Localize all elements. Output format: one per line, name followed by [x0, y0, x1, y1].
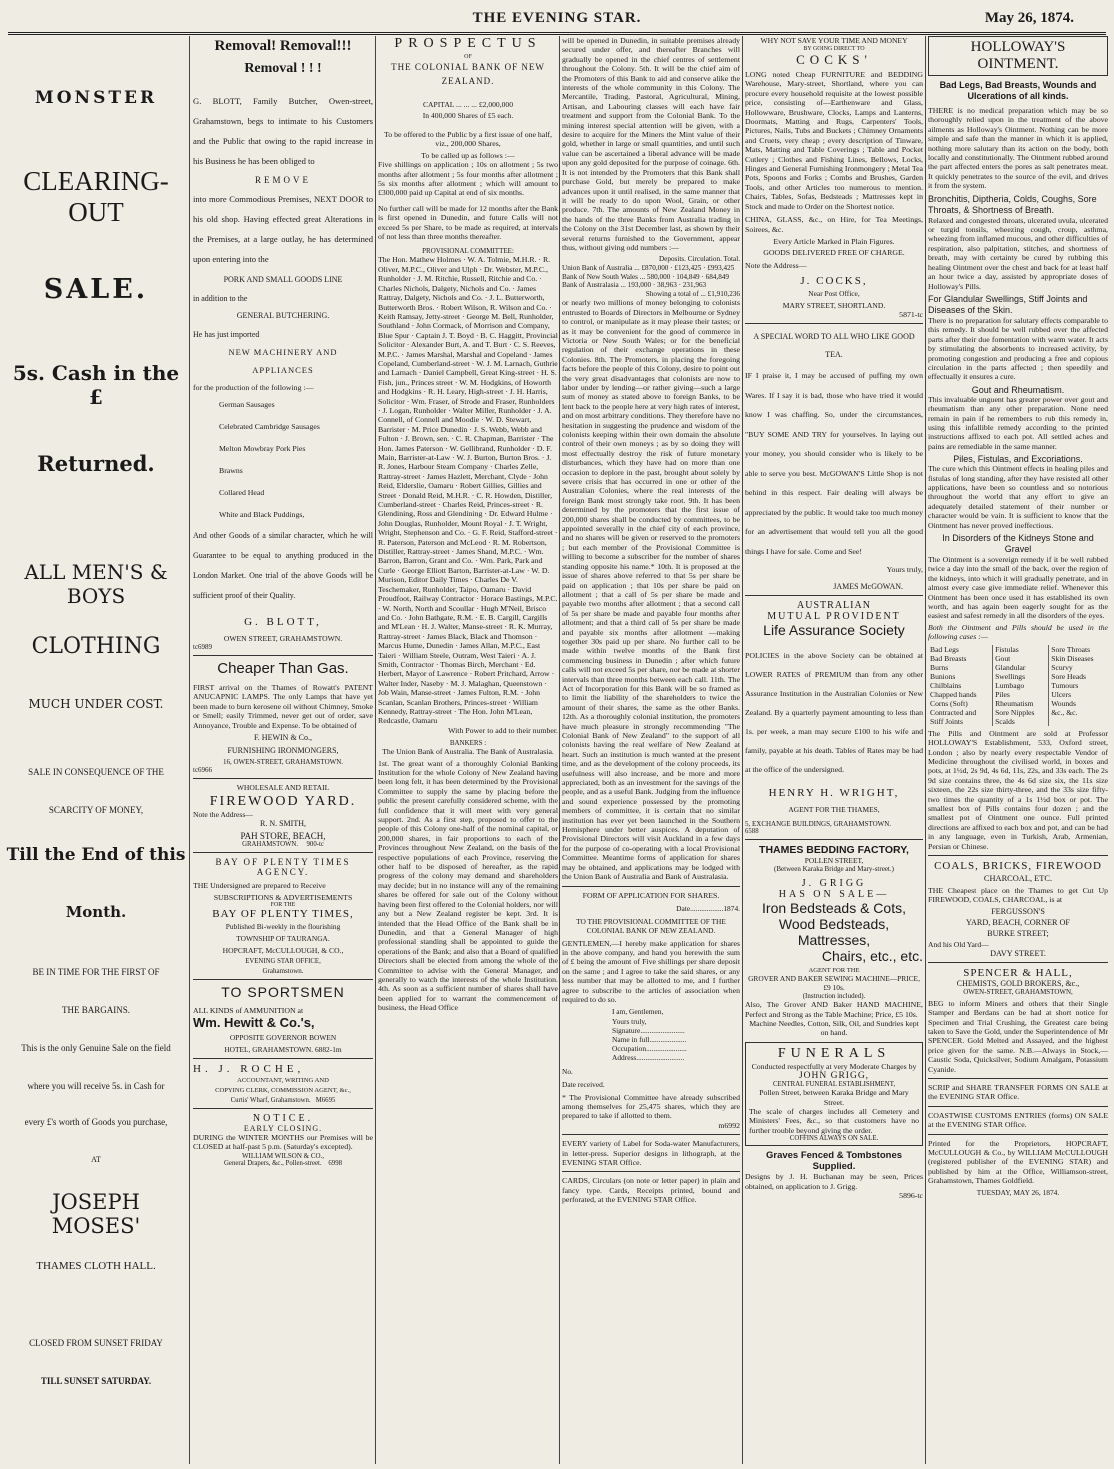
table-row: [928, 663, 1108, 672]
case-cell: Sore Heads: [1049, 672, 1108, 681]
case-cell: Scurvy: [1049, 663, 1108, 672]
bedding-between: (Between Karaka Bridge and Mary-street.): [774, 865, 894, 874]
moses-heading: JOSEPH MOSES': [51, 1190, 141, 1238]
grigg-instr: (Instruction included).: [802, 992, 866, 1001]
prospectus-heading: PROSPECTUS: [394, 36, 542, 51]
tea-yours: Yours truly,: [886, 565, 923, 575]
case-cell: Chapped hands: [930, 689, 977, 699]
spencer-street: OWEN-STREET, GRAHAMSTOWN,: [963, 987, 1073, 996]
case-cell: Burns: [930, 662, 949, 672]
blott-guarantee: And other Goods of a similar character, which he will Guarantee to be equal to anything produced in the London Market. One trial of the above Goods will be sufficient proof of their Quality.: [193, 531, 373, 600]
holloway-body-6: The Ointment is a sovereign remedy if it be well rubbed twice a day into the small of the back, over the region of the kidneys, into which it will gradually penetrate, and in almost every case give immediate relief. Whenever this Ointment has been once used it has established its own worth, and has again been eagerly sought for as the easiest and safest remedy in all the disorders of the eyes.: [928, 555, 1108, 621]
figures-row: Bank of New South Wales ... 580,000 · 104,849 · 684,849: [562, 272, 729, 281]
hewitt-name: Wm. Hewitt & Co.'s,: [193, 1015, 315, 1031]
prospectus-of: OF: [464, 54, 472, 60]
prospectus-body-continued: will be opened in Dunedin, in suitable premises already secured under offer, and thereafter Branches will gradually be opened in the chief centres of settlement throughout the Colony. 5th. It will be the chief aim of the Promoters of this Bank to aid and conserve alike the interests of the whole community in this Colony. The Mercantile, Trading, Pastoral, Agricultural, Mining, Artisan, and Labouring classes will each have fair treatment and support from the Colonial Bank. To the mining interest special attention will be given, with a desire to acquire for the Miners the Mint value of their gold, whether in large or small quantities, and until such value can be ascertained a liberal advance will be made upon any gold deposited for the purpose of coinage. 6th. It is not intended by the Promoters that this Bank shall purchase Gold, but merely be prepared to make advances upon it until realised, in the same manner that it will be ready to do upon Wool, Grain, or other produce. 7th. The amounts of New Zealand Money in the hands of the three Banks from Australia trading in the Colony on the 31st December last, as shown by their several returns furnished to the Government, appear thus, without giving odd numbers :—: [562, 36, 740, 252]
cocks-near: Near Post Office,: [808, 288, 860, 298]
grigg-has-on-sale: HAS ON SALE—: [778, 889, 890, 901]
scarcity-line: SCARCITY OF MONEY,: [48, 805, 144, 815]
case-cell: [1049, 717, 1108, 726]
roche-copying: COPYING CLERK, COMMISSION AGENT, &c.,: [215, 1087, 351, 1095]
clothing-heading-2: CLOTHING: [31, 634, 161, 659]
case-cell: Piles: [993, 690, 1049, 699]
funerals-scale: The scale of charges includes all Cemetery and Ministers' Fees, &c., so that customers have no further trouble beyond giving the order.: [749, 1106, 919, 1135]
grigg-wood: Wood Bedsteads,: [778, 916, 890, 933]
case-cell: Scalds: [993, 717, 1049, 726]
divider: [193, 655, 373, 656]
bop-tauranga: TOWNSHIP OF TAURANGA.: [236, 934, 330, 944]
month-line: Month.: [65, 903, 127, 921]
cocks-direct: BY GOING DIRECT TO: [803, 46, 865, 52]
divider: [745, 323, 923, 324]
goods-item: Melton Mowbray Pork Pies: [219, 444, 306, 453]
newspaper-title: THE EVENING STAR.: [472, 10, 642, 26]
form-heading: FORM OF APPLICATION FOR SHARES.: [582, 890, 720, 900]
removal-heading: Removal! Removal!!!: [214, 38, 352, 54]
amp-heading-2: MUTUAL PROVIDENT: [767, 611, 901, 623]
holloway-heading: HOLLOWAY'S OINTMENT.: [928, 36, 1108, 76]
cocks-heading: COCKS': [796, 52, 872, 67]
case-cell: Bad Breasts: [930, 653, 967, 663]
butchering-line: GENERAL BUTCHERING.: [236, 311, 330, 320]
holloway-glandular: For Glandular Swellings, Stiff Joints and Diseases of the Skin.: [928, 293, 1088, 315]
roche-address: Curtis' Wharf, Grahamstown. M6695: [230, 1097, 336, 1105]
note-line: Note the Address—: [193, 810, 253, 820]
till-line: Till the End of this: [6, 845, 186, 865]
sportsmen-heading: TO SPORTSMEN: [221, 984, 345, 1001]
committee-members: The Hon. Mathew Holmes · W. A. Tolmie, M.H.R. · R. Oliver, M.P.C., Oliver and Ulph · Dr. Webster, M.P.C., Runholder · J. M. Ritchie, Russell, Ritchie and Co. · Charles Nichols, Dalgety, Nichols and Co. · James Rattray, Dalgety, Nichols and Co. · J. L. Butterworth, Butterworth Bros. · Robert Wilson, R. Wilson and Co. · Keith Ramsay, Jetty-street · George M. Bell, Runholder, Southland · John Cormack, of Morrison and Company, Blue Spur · Captain J. T. Boyd · B. C. Haggitt, Provincial Solicitor · Alexander Burt, A. and T. Burt · C. S. Reeves, M.P.C. · James Marshal, Marshal and Copeland · James Copeland, Cumberland-street · W. J. M. Larnach, Guthrie and Larnach · Daniel Campbell, Great King-street · H. S. Fish, jun., Princes street · W. M. Hodgkins, of Howorth and Hodgkins · R. H. Leary, High-street · J. H. Harris, Solicitor · Wm. Fraser, of Strode and Fraser, Runholders · J. Logan, Runholder · Walter Miller, Runholder · J. A. Connell, of Connell and Moodie · W. D. Stewart, Barrister · M. Price Dunedin · J. S. Webb, Webb and Fulton · J. Brown, sen. · C. R. Chapman, Barrister · The Hon. James Paterson · W. Gellibrand, Runholder · D. F. Main, Barrister-at-Law · W. J. Burton, Burton Bros. · J. R. Jones, Harbour Steam Company · Charles Zelle, Rattray-street · James Hazlett, Merchant, Clyde · John Reid, Elderslie, Oamaru · Robert Gillies, Gillies and Street · Donald Reid, M.H.R. · C. R. Howden, Distiller, Cumberland-street · Charles Reid, Princes-street · R. Glendining, Ross and Glendining · Dr. Edward Hulme · John Douglas, Runholder, Mount Royal · J. T. Wright, Wright, Stephenson and Co. · G. F. Reid, Stafford-street · R. Paterson, Paterson and McLeod · R. M. Robertson, Distiller, Rattray-street · James Shand, M.P.C. · Wm. Barron, Barron, Grant and Co. · Wm. Park, Park and Curle · George Elliott Barton, Barrister-at-Law · W. D. Murison, Editor Daily Times · Charles De V. Teschemaker, Runholder, Taipo, Oamaru · David Proudfoot, Railway Contractor · Horace Bastings, M.P.C. · W. North, North and Scoullar · Hugh M'Neil, Brisco and Co. · John Bathgate, R.M. · E. B. Cargill, Cargills and M'Lean · H. J. Walter, Manse-street · R. K. Murray, Rattray-street · James Black, Black and Thomson · Marcus Hume, Dunedin · James Allan, M.P.C., East Taieri · William Steele, Outram, West Taieri · A. J. Smith, Contractor · Thomas Birch, Merchant · Ed. Herbert, Mayor of Lawrence · Robert Pritchard, Arrow · Walter Inder, Naseby · M. J. Malaghan, Queenstown · Job Wain, Manse-street · James Fulton, R.M. · John Scanlan, Scanlan Brothers, Princes-street · William Kennedy, Rattray-street · The Hon. John M'Lean, Redcastle, Oamaru: [378, 255, 558, 726]
goods-item: Celebrated Cambridge Sausages: [219, 422, 320, 431]
coals-old-yard: And his Old Yard—: [928, 939, 989, 949]
form-sign-line: Name in full....................: [612, 1034, 687, 1044]
roche-trade: ACCOUNTANT, WRITING AND: [237, 1077, 329, 1085]
bargains-line: THE BARGAINS.: [61, 1005, 130, 1015]
table-row: [928, 672, 1108, 681]
coals-yard: YARD, BEACH, CORNER OF: [966, 917, 1070, 927]
table-row: [928, 717, 1108, 726]
case-cell: Contracted and: [930, 707, 977, 717]
table-row: [928, 645, 1108, 654]
wright-ref: 6588: [745, 828, 759, 836]
pah-store: PAH STORE, BEACH,: [240, 831, 326, 842]
bop-times: BAY OF PLENTY TIMES,: [212, 908, 354, 921]
bop-heading: BAY OF PLENTY TIMES: [215, 857, 351, 868]
imprint: Printed for the Proprietors, HOPCRAFT, McCULLOUGH & Co., by WILLIAM McCULLOUGH (registered publisher of the EVENING STAR) and published by him at the Office, Williamson-street, Grahamstown, Thames Goldfield.: [928, 1138, 1108, 1186]
blott-ref: tc6989: [193, 643, 213, 651]
addition-line: in addition to the: [193, 294, 248, 303]
bop-published: Published Bi-weekly in the flourishing: [225, 922, 341, 932]
cocks-china: CHINA, GLASS, &c., on Hire, for Tea Meetings, Soirees, &c.: [745, 215, 923, 234]
spencer-body: BEG to inform Miners and others that their Single Stamper and Berdans can be had at short notice for Specimen and Trial Crushing, the Greatest care being taken to Save the Gold, under the Superintendence of Mr SPENCER. Gold Melted and Assayed, and the highest price given for the same. N.B.—Always in Stock,—Caustic Soda, Quicksilver, Sodium Amalgam, Potassium Cyanide.: [928, 998, 1108, 1074]
form-body: GENTLEMEN,—I hereby make application for shares in the above company, and hand you herewith the sum of £ being the amount of Five shillings per share deposit on the same ; and I agree to take the said shares, or any less number that may be allotted to me, and I further agree to subscribe to the articles of association when required to do so.: [562, 938, 740, 1004]
form-date: Date..................1874.: [676, 903, 740, 913]
bop-office: EVENING STAR OFFICE,: [245, 958, 321, 966]
purchase-line: every £'s worth of Goods you purchase,: [24, 1117, 168, 1127]
case-cell: Lumbago: [993, 681, 1049, 690]
spencer-heading: SPENCER & HALL,: [963, 966, 1073, 979]
closed-line: CLOSED FROM SUNSET FRIDAY: [29, 1338, 163, 1348]
gas-body: FIRST arrival on the Thames of Rowatt's PATENT ANUCAPNIC LAMPS. The only Lamps that have yet been made to burn kerosene oil without Chimney, Smoke or Smell; easily Trimmed, never get out of order, save Annoyance, Trouble and Expense. To be obtained of: [193, 683, 373, 730]
hewitt-hotel: HOTEL, GRAHAMSTOWN. 6882-1m: [224, 1045, 342, 1055]
coals-heading: COALS, BRICKS, FIREWOOD: [934, 859, 1102, 872]
holloway-badlegs: Bad Legs, Bad Breasts, Wounds and Ulcerations of all kinds.: [939, 80, 1097, 101]
clothing-heading-1: ALL MEN'S & BOYS: [24, 560, 168, 608]
divider: [562, 886, 740, 887]
scrip-ad: SCRIP and SHARE TRANSFER FORMS ON SALE at the EVENING STAR Office.: [928, 1083, 1108, 1102]
holloway-kidneys: In Disorders of the Kidneys Stone and Gravel: [942, 533, 1094, 555]
funerals-box: [745, 1042, 923, 1146]
column-divider: [742, 36, 743, 1464]
pork-line: PORK AND SMALL GOODS LINE: [223, 275, 343, 284]
tea-heading: A SPECIAL WORD TO ALL WHO LIKE GOOD TEA.: [753, 332, 915, 360]
holloway-cases-table: [928, 645, 1108, 726]
grigg-name: J. GRIGG: [801, 878, 867, 890]
cocks-body: LONG noted Cheap FURNITURE and BEDDING Warehouse, Mary-street, Shortland, where you can procure every household requisite at the lowest possible price, consisting of—Earthenware and Glass, Hollowware, Brushware, Clocks, Lamps and Lanterns, Doormats, Matting and Rugs, Carpenters' Tools, Pictures, Nails, Tubs and Buckets ; Chimney Ornaments and Cruets, very cheap ; every description of Tinware, Mats, Matting and Table Coverings ; Table and Pocket Cutlery ; Clothes and Fishing Lines, Bellows, Locks, Hinges and General Furnishing Ironmongery ; Metal Tea Pots, Spoons and Forks ; Combs and Brushes, Garden Tools, and other Articles too numerous to mention. Chairs, Tables, Sofas, Bedsteads ; Mattresses kept in Stock and made to Order on the Shortest notice.: [745, 70, 923, 211]
coals-charcoal: CHARCOAL, ETC.: [983, 873, 1053, 883]
bop-hopcraft: HOPCRAFT, McCULLOUGH, & CO.,: [222, 946, 344, 956]
case-cell: Bad Legs: [930, 644, 959, 654]
blott-signature: G. BLOTT,: [244, 616, 322, 628]
notice-heading: NOTICE.: [252, 1113, 314, 1125]
divider: [562, 1171, 740, 1172]
machinery-line: NEW MACHINERY AND: [228, 347, 338, 357]
column-prospectus: [378, 36, 558, 1466]
cash-heading: 5s. Cash in the £: [12, 361, 180, 409]
calls-body: Five shillings on application ; 10s on allotment ; 5s two months after allotment ; 5s four months after allotment ; 5s six months after allotment ; which will amount to £300,000 paid up Capital at end of six months.: [378, 160, 558, 198]
divider: [745, 839, 923, 840]
holloway-body-3: There is no preparation for salutary effects comparable to this remedy. It should be well rubbed over the affected parts after their due fomentation with warm water. It acts by stimulating the absorbents to increased activity, by promoting congestion and producing a free and copious circulation in the parts affected ; then speedily and effectually it ensures a cure.: [928, 315, 1108, 382]
appliances-line: APPLIANCES: [252, 365, 314, 375]
case-cell: Stiff Joints: [930, 716, 963, 726]
bop-body: THE Undersigned are prepared to Receive: [193, 881, 326, 891]
coals-davy: DAVY STREET.: [990, 948, 1046, 958]
divider: [193, 852, 373, 853]
goods-item: German Sausages: [219, 400, 275, 409]
cocks-ref: 5871-tc: [899, 309, 923, 319]
cocks-delivered: GOODS DELIVERED FREE OF CHARGE.: [763, 248, 905, 258]
hewin-name: F. HEWIN & Co.,: [253, 733, 313, 743]
tea-signature: JAMES McGOWAN.: [833, 582, 903, 592]
case-cell: Rheumatism: [993, 699, 1049, 708]
holloway-body-5: The cure which this Ointment effects in healing piles and fistulas of long standing, after they have resisted all other applications, have been so countless and so notorious throughout the world that any effort to give an adequately detailed statement of their number or character would be vain. It is sufficient to know that the Ointment has never proved ineffectious.: [928, 464, 1108, 530]
column-traders: [745, 36, 923, 1466]
table-row: [928, 708, 1108, 717]
prospectus-body: 1st. The great want of a thoroughly Colonial Banking Institution for the whole Colony of New Zealand having been long felt, it has been determined by the Provisional Committee to supply the same by placing before the public the present carefully considered scheme, with the full confidence that it will meet with very general support. 2nd. As a first step, proposed to offer to the people of this Colony one-half of the nominal capital, or 200,000 shares, in fair proportions to each of the Provinces throughout New Zealand, on the basis of the respective populations of each Province, reserving the other half to be disposed of hereafter, as the rapid progress of the colony may demand and shareholders may decide; but in no instance will any of the remaining shares be offered for sale out of the Colony without having been first offered to the Colonial holders, nor will any but a New Zealand register be kept. 3rd. It is intended that the Head Office of the Bank shall be in Dunedin, and that a General Manager of high professional standing shall be appointed to guide the operations of the Bank; and also that a Board of qualified Directors shall be elected from among the whole of the Committee to advise with the General Manager, and generally to watch the interests of the whole Institution. 4th. As soon as a sufficient number of shares shall have been applied for to warrant the commencement of business, the Head Office: [378, 758, 558, 1013]
wright-agent: AGENT FOR THE THAMES,: [788, 805, 880, 815]
case-cell: Corns (Soft): [930, 698, 968, 708]
grigg-agent: AGENT FOR THE: [808, 967, 860, 975]
sunset-line: TILL SUNSET SATURDAY.: [40, 1376, 152, 1386]
blott-body: G. BLOTT, Family Butcher, Owen-street, Grahamstown, begs to intimate to his Customers and the Public that owing to the rapid increase in his Business he has been obliged to: [193, 96, 373, 166]
divider: [562, 1134, 740, 1135]
tea-body: IF I praise it, I may be accused of puffing my own Wares. If I say it is bad, those who have tried it would know I was chaffing. So, under the circumstances, "BUY SOME AND TRY for yourselves. In laying out your money, you should consider who is likely to be able to serve you best. McGOWAN'S Little Shop is not behind in this respect. Fair dealing will always be appreciated by the public. It would take too much money for an advertisement that would tell you all the good things I have for sale. Come and See!: [745, 371, 923, 556]
table-row: [928, 681, 1108, 690]
smith-name: R. N. SMITH,: [259, 819, 306, 829]
table-row: [928, 699, 1108, 708]
column-advertisements: [193, 36, 373, 1466]
bedding-street: POLLEN STREET,: [804, 856, 864, 866]
form-ref: m6992: [718, 1120, 740, 1130]
goods-list: [193, 394, 373, 526]
case-cell: Sore Throats: [1049, 645, 1108, 654]
column-divider: [559, 36, 560, 1464]
hewin-trade: FURNISHING IRONMONGERS,: [227, 746, 339, 756]
graves-heading: Graves Fenced & Tombstones Supplied.: [765, 1150, 903, 1173]
gas-heading: Cheaper Than Gas.: [217, 660, 349, 677]
hewitt-opposite: OPPOSITE GOVERNOR BOWEN: [229, 1033, 337, 1043]
column-divider: [375, 36, 376, 1464]
divider: [928, 1106, 1108, 1107]
production-line: for the production of the following :—: [193, 383, 314, 392]
coals-body: THE Cheapest place on the Thames to get Cut Up FIREWOOD, COALS, CHARCOAL, is at: [928, 885, 1108, 905]
bop-agency: AGENCY.: [256, 867, 310, 878]
wholesale-line: WHOLESALE AND RETAIL: [236, 783, 330, 793]
graves-ref: 5896-tc: [899, 1191, 923, 1200]
case-cell: Wounds: [1049, 699, 1108, 708]
figures-total: Showing a total of ... £1,910,236: [645, 289, 740, 298]
issue-date: May 26, 1874.: [984, 10, 1074, 26]
column-divider: [189, 36, 190, 1464]
case-cell: Tumours: [1049, 681, 1108, 690]
cocks-plain: Every Article Marked in Plain Figures.: [773, 236, 895, 246]
receive-line: where you will receive 5s. in Cash for: [27, 1081, 165, 1091]
funerals-est: CENTRAL FUNERAL ESTABLISHMENT,: [772, 1081, 896, 1089]
bankers-heading: BANKERS :: [449, 739, 487, 748]
cocks-note: Note the Address—: [745, 261, 807, 271]
funerals-name: JOHN GRIGG,: [798, 1071, 870, 1082]
hewin-address: 16, OWEN-STREET, GRAHAMSTOWN.: [222, 758, 344, 767]
masthead-rule: [8, 32, 1106, 35]
holloway-bronchitis: Bronchitis, Diptheria, Colds, Coughs, Sore Throats, & Shortness of Breath.: [928, 193, 1097, 215]
imported-line: He has just imported: [193, 330, 260, 339]
table-row: [928, 654, 1108, 663]
divider: [193, 1058, 373, 1059]
cloth-hall-line: THAMES CLOTH HALL.: [36, 1260, 156, 1272]
form-sign-line: Signature........................: [612, 1025, 685, 1035]
capital-line: CAPITAL ... ... ... £2,000,000: [422, 100, 514, 109]
form-footnote: * The Provisional Committee have already subscribed among themselves for 25,475 shares, which they are prepared to take if allotted to them.: [562, 1092, 740, 1121]
shares-line: In 400,000 Shares of £5 each.: [422, 111, 514, 120]
amp-body: POLICIES in the above Society can be obtained at LOWER RATES of PREMIUM than from any other Assurance Institution in the Australian Colonies or New Zealand. By a quarterly payment amounting to less than 1s. per week, a man may secure £100 to his wife and family, payable at his death. Tables of Rates may be had at the office of the undersigned.: [745, 651, 923, 775]
bankers-body: The Union Bank of Australia. The Bank of Australasia.: [382, 747, 554, 757]
case-cell: &c., &c.: [1049, 708, 1108, 717]
prospectus-body-more: or nearly two millions of money belonging to colonists entrusted to Boards of Directors in Melbourne or Sydney to control, or manipulate as it may please their tastes; or as it may be convenient for the good of commerce in Victoria or New South Wales; or for the beneficial regulation of their exchange operations in these Colonies. 8th. The Promoters, in placing the foregoing facts before the people of this Colony, desire to point out the very great disadvantages that colonists are now to labor under by lending—or rather giving—such a large sum of money as stated above to foreign Banks, to be lent back to the people here at very high rates of interest, and on most arbitrary conditions. They therefore have no hesitation in suggesting the prudence and wisdom of the colonists keeping within their own domain the absolute control of their own moneys ; as by so doing they will most effectually destroy the risk of future monetary disturbances, which they have had on more than one occasion to deplore in the past, brought about solely by severe crisis that has occurred in one or other of the Australian Colonies, where the real interests of the foreign Bank most strongly take root. 9th. It has been determined by the promoters that the first issue of 200,000 shares shall be conducted by committees, to be appointed severally in the chief city of each province, and no shares will be given or reserved to the promoters ; but each member of the Provisional Committee is willing to become a subscriber for the number of shares standing opposite his name.* 10th. It is proposed at the issue of shares above referred to that 5s per share be paid on application ; that 10s per share be paid on allotment ; that a call of 5s per share be made and payable two months after allotment ; that a second call of 5s per share be made and payable four months after allotment; and that a third call of 5s per share be made and payable six months after allotment —making together 30s paid up per share. No further call to be made within twelve months of the Bank first commencing business in Dunedin ; after which future calls will not exceed 5s per share, nor be made at shorter intervals than three months between each call. 11th. The Act of Incorporation for this Bank will be so framed as to limit the liability of the shareholders to twice the amount of their shares, the same as the other Banks. 12th. As a thoroughly colonial institution, the promoters have much pleasure in strongly recommending "The Colonial Bank of New Zealand" to the support of all colonists having the real welfare of New Zealand at heart. Such an institution is much wanted at the present time, and as the development of the colony proceeds, its usefulness will also increase, and be more and more appreciated, both as an investment for the savings of the people, and as a useful Bank. Judging from the influence and sound experience possessed by the promoting members of committee, it is certain that no similar institution has ever yet been launched in the Southern Hemisphere under better auspices. A deputation of Provisional Directors will visit Auckland in a few days for the purpose of co-operating with a local Provisional Committee. Meantime forms of application for shares may be obtained, and applications may be lodged with the Union Bank of Australia and Bank of Australasia.: [562, 298, 740, 882]
holloway-body-7: The Pills and Ointment are sold at Professor HOLLOWAY'S Establishment, 533, Oxford street, London ; also by nearly every respectable Vendor of Medicine throughout the civilised world, in boxes and pots, at 1½d, 2s 9d, 4s 6d, 11s, 22s, and 33s each. The 2s 9d size contains three, the 4s 6d size six, the 11s size sixteen, the 22s size thirty-three, and the 33s size fifty-two times the quantity of a 1s 1½d box or pot. The smallest box of Pills contains four dozen ; and the smallest pot of Ointment one ounce. Full printed directions are affixed to each box and pot, and can be had in any language, even in Turkish, Arab, Armenian, Persian or Chinese.: [928, 728, 1108, 851]
hewin-ref: tc6966: [193, 766, 213, 775]
divider: [193, 979, 373, 980]
committee-heading: PROVISIONAL COMMITTEE:: [422, 247, 514, 256]
sale-heading: SALE.: [43, 274, 149, 305]
holloway-body-2: Relaxed and congested throats, ulcerated uvula, ulcerated or turgid tonsils, wheezing cough, croup, asthma, wheezing from inflamed mucous, and other difficulties of respiration, also palpitation, stitches, and shortness of breath, may with certainty be cured by rubbing this healing Ointment over the chest and back for at least half an hour twice a day, assisted by appropriate doses of Holloway's Pills.: [928, 215, 1108, 291]
offered-line: To be offered to the Public by a first issue of one half, viz., 200,000 Shares,: [384, 130, 552, 149]
divider: [745, 595, 923, 596]
monster-heading: MONSTER: [34, 88, 158, 108]
firewood-heading: FIREWOOD YARD.: [209, 794, 357, 810]
wilson-name: WILLIAM WILSON & CO.,: [241, 1151, 325, 1160]
pah-address: GRAHAMSTOWN. 900-tc: [242, 841, 324, 849]
form-sign-line: Address..........................: [612, 1053, 685, 1063]
early-body: DURING the WINTER MONTHS our Premises will be CLOSED at half-past 5 p.m. (Saturday's excepted).: [193, 1133, 373, 1152]
coals-fergusson: FERGUSSON'S: [991, 906, 1045, 916]
amp-heading-3: Life Assurance Society: [763, 622, 905, 639]
clearing-heading: CLEARING-OUT: [23, 166, 169, 227]
divider: [928, 855, 1108, 856]
figures-table: [562, 255, 740, 298]
removal-subheading: Removal ! ! !: [244, 61, 322, 76]
blott-body-2: into more Commodious Premises, NEXT DOOR to his old shop. Having effected great Alterations in the Premises, at a large outlay, he has determined upon entering into the: [193, 194, 373, 264]
grigg-also: Also, The Grover AND Baker HAND MACHINE, Perfect and Strong as the Table Machine; Price, £5 10s.: [745, 1000, 923, 1019]
grigg-iron: Iron Bedsteads & Cots,: [762, 900, 906, 917]
holloway-both: Both the Ointment and Pills should be used in the following cases :—: [928, 622, 1108, 642]
column-prospectus-continued: [562, 36, 740, 1466]
divider: [193, 1108, 373, 1109]
form-sign-line: Occupation......................: [612, 1044, 687, 1054]
genuine-line: This is the only Genuine Sale on the field: [21, 1043, 171, 1053]
case-cell: Swellings: [993, 672, 1049, 681]
wright-name: HENRY H. WRIGHT,: [768, 787, 900, 800]
wright-address: 5, EXCHANGE BUILDINGS, GRAHAMSTOWN.: [745, 820, 892, 829]
no-further-calls: No further call will be made for 12 months after the Bank is first opened in Dunedin, and future Calls will not exceed 5s per Share, to be made as required, at intervals of not less than three months thereafter.: [378, 203, 558, 242]
returned-heading: Returned.: [37, 451, 155, 476]
figures-row: Union Bank of Australia ... £870,000 · £123,425 · £993,425: [562, 263, 735, 272]
bedding-heading: THAMES BEDDING FACTORY,: [759, 844, 909, 857]
case-cell: Gout: [993, 654, 1049, 663]
form-to: TO THE PROVISIONAL COMMITTEE OF THE COLONIAL BANK OF NEW ZEALAND.: [576, 916, 726, 935]
imprint-date: TUESDAY, MAY 26, 1874.: [976, 1187, 1060, 1197]
graves-body: Designs by J. H. Buchanan may be seen, Prices obtained, on application to J. Grigg.: [745, 1172, 923, 1191]
holloway-body-4: This invaluable unguent has greater power over gout and rheumatism than any other preparation. None need remain in pain if he remembers to rub this remedy in, using this infallible remedy according to the printed instructions affixed to each pot. All settled aches and pains are remediable in the same manner.: [928, 394, 1108, 451]
cocks-why: WHY NOT SAVE YOUR TIME AND MONEY: [760, 36, 908, 45]
divider: [928, 1134, 1108, 1135]
grigg-grover: GROVER AND BAKER SEWING MACHINE—PRICE, £9 10s.: [748, 974, 920, 993]
case-cell: Chilblains: [930, 680, 962, 690]
column-divider: [925, 36, 926, 1464]
coals-burke: BURKE STREET;: [987, 928, 1049, 938]
wilson-drapers: General Drapers, &c., Pollen-street. 6998: [224, 1159, 342, 1167]
column-clearing-sale: [6, 36, 186, 1466]
bop-town: Grahamstown.: [262, 967, 304, 976]
holloway-gout: Gout and Rheumatism.: [971, 384, 1065, 395]
holloway-body-1: THERE is no medical preparation which may be so thoroughly relied upon in the treatment of the above ailments as Holloway's Ointment. Nothing can be more simple and safe than the manner in which it is applied, nothing more salutary than its action on the body, both locally and constitutionally. The Ointment rubbed around the part affected enters the pores as salt penetrates meat. It quickly penetrates to the source of the evil, and drives it from the system.: [928, 106, 1108, 191]
divider: [193, 778, 373, 779]
divider: [928, 962, 1108, 963]
goods-item: Brawns: [219, 466, 243, 475]
goods-item: White and Black Puddings,: [219, 510, 305, 519]
case-cell: Glandular: [993, 663, 1049, 672]
case-cell: Skin Diseases: [1049, 654, 1108, 663]
divider: [928, 1078, 1108, 1079]
committee-power: With Power to add to their number.: [448, 725, 558, 735]
figures-header: Deposits. Circulation. Total.: [658, 255, 740, 264]
form-signature-block: [562, 1007, 740, 1062]
under-cost-line: MUCH UNDER COST.: [28, 697, 164, 711]
spencer-chemists: CHEMISTS, GOLD BROKERS, &c.,: [956, 978, 1080, 988]
ammo-line: ALL KINDS of AMMUNITION at: [193, 1006, 304, 1016]
funerals-heading: FUNERALS: [777, 1045, 891, 1061]
blott-address: OWEN STREET, GRAHAMSTOWN.: [223, 634, 343, 643]
column-holloway: [928, 36, 1108, 1466]
funerals-address: Pollen Street, between Karaka Bridge and Mary Street.: [759, 1088, 909, 1107]
form-received: Date received.: [562, 1079, 605, 1089]
case-cell: Bunions: [930, 671, 956, 681]
bank-name: THE COLONIAL BANK OF NEW ZEALAND.: [391, 62, 545, 86]
bop-subs: SUBSCRIPTIONS & ADVERTISEMENTS: [213, 893, 353, 903]
funerals-conducted: Conducted respectfully at very Moderate Charges by: [751, 1061, 917, 1071]
holloway-piles: Piles, Fistulas, and Excoriations.: [953, 454, 1083, 465]
at-line: AT: [91, 1155, 101, 1164]
case-cell: Sore Nipples: [993, 708, 1049, 717]
roche-name: H. J. ROCHE,: [193, 1063, 305, 1076]
form-sign-line: I am, Gentlemen,: [612, 1007, 664, 1017]
grigg-chairs: Chairs, etc., etc.: [821, 948, 923, 965]
goods-item: Collared Head: [219, 488, 265, 497]
case-cell: Ulcers: [1049, 690, 1108, 699]
called-up-line: To be called up as follows :—: [421, 150, 515, 160]
grigg-mattresses: Mattresses,: [797, 932, 871, 949]
cards-ad: CARDS, Circulars (on note or letter paper) in plain and fancy type. Cards, Receipts printed, bound and perforated, at the EVENING STAR Office.: [562, 1176, 740, 1205]
case-cell: Fistulas: [993, 645, 1049, 654]
bop-for: FOR THE: [270, 902, 296, 909]
remove-word: REMOVE: [255, 175, 311, 185]
be-in-time-line: BE IN TIME FOR THE FIRST OF: [32, 967, 160, 977]
masthead: [0, 0, 1114, 28]
form-no: No.: [562, 1066, 573, 1076]
coastwise-ad: COASTWISE CUSTOMS ENTRIES (forms) ON SALE at the EVENING STAR Office.: [928, 1110, 1108, 1130]
early-closing: EARLY CLOSING.: [243, 1124, 323, 1134]
funerals-coffins: COFFINS ALWAYS ON SALE.: [789, 1135, 879, 1143]
form-sign-line: Yours truly,: [612, 1016, 647, 1026]
table-row: [928, 690, 1108, 699]
cocks-street: MARY STREET, SHORTLAND.: [782, 300, 886, 310]
grigg-needles: Machine Needles, Cotton, Silk, Oil, and Sundries kept on hand.: [749, 1018, 919, 1038]
figures-row: Bank of Australasia ... 193,000 · 38,963 · 231,963: [562, 281, 707, 290]
labels-ad: EVERY variety of Label for Soda-water Manufacturers, in letter-press. Superior designs in lithograph, at the EVENING STAR Office.: [562, 1139, 740, 1167]
cocks-name: J. COCKS,: [800, 274, 868, 287]
amp-heading-1: AUSTRALIAN: [797, 600, 871, 612]
consequence-line: SALE IN CONSEQUENCE OF THE: [28, 767, 164, 777]
